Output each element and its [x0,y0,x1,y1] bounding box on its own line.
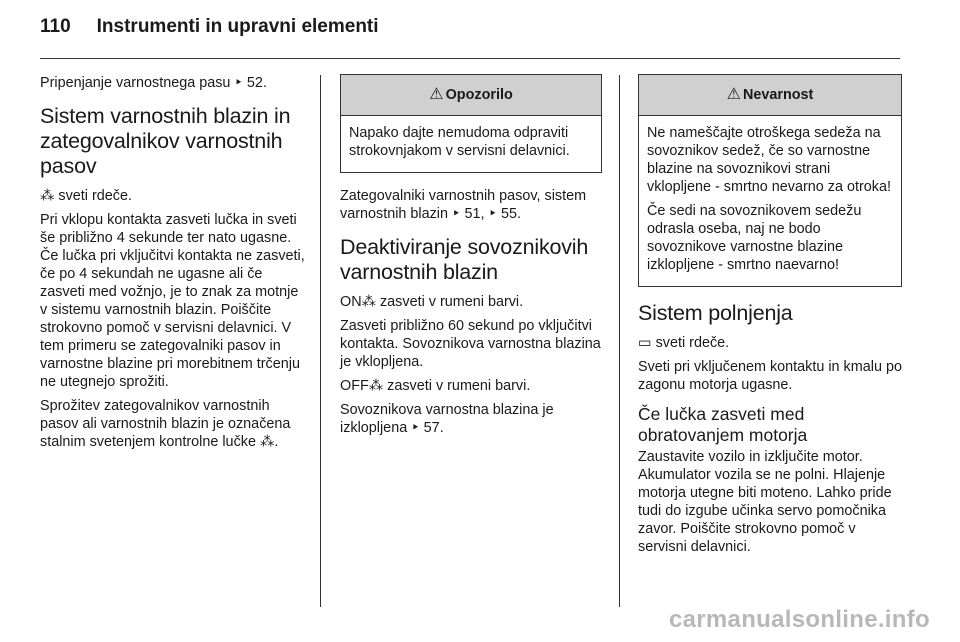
header-rule [40,58,900,59]
column-divider-2 [619,75,620,607]
danger-paragraph-2: Če sedi na sovoznikovem sedežu odrasla oseba, naj ne bodo sovoznikove varnostne blazine izklopljene - smrtno naevarno! [647,203,862,273]
warning-box [340,74,602,173]
section-heading-airbag: Sistem varnostnih blazin in zategovalnikov varnostnih pasov [40,104,291,178]
danger-title: Nevarnost [742,87,814,103]
airbag-light-status: ⁂ sveti rdeče. [40,188,132,204]
airbag-paragraph-2: Sprožitev zategovalnikov varnostnih pasov ali varnostnih blazin je označena stalnim svetenjem kontrolne lučke ⁂. [40,398,291,450]
section-heading-deactivation: Deaktiviranje sovoznikovih varnostnih blazin [340,235,589,284]
danger-box [638,74,902,287]
danger-paragraph-1: Ne nameščajte otroškega sedeža na sovoznikov sedež, če so varnostne blazine na sovoznikovi strani vklopljene - smrtno nevarno za otroka! [647,125,891,195]
subheading-engine-running: Če lučka zasveti med obratovanjem motorja [638,404,808,445]
warning-box-body [341,116,601,172]
page-header [40,16,900,38]
warning-triangle-icon: ⚠ [429,86,444,103]
column-divider-1 [320,75,321,607]
warning-title: Opozorilo [445,87,513,103]
charging-paragraph-2: Zaustavite vozilo in izključite motor. Akumulator vozila se ne polni. Hlajenje motorja utegne biti moteno. Lahko pride tudi do izgube učinka servo pomočnika zavor. Poiščite strokovno pomoč v servisni delavnici. [638,449,892,555]
danger-box-body [639,116,901,286]
watermark: carmanualsonline.info [668,606,930,633]
page-title: Instrumenti in upravni elementi [96,16,379,37]
danger-box-header [639,75,901,116]
charging-light-status: ▭ sveti rdeče. [638,335,730,351]
on-light-text: ON⁂ zasveti v rumeni barvi. [340,294,524,310]
warning-text: Napako dajte nemudoma odpraviti strokovnjakom v servisni delavnici. [349,125,570,159]
warning-box-header [341,75,601,116]
charging-paragraph-1: Sveti pri vključenem kontaktu in kmalu po zagonu motorja ugasne. [638,359,902,393]
off-light-text: OFF⁂ zasveti v rumeni barvi. [340,378,531,394]
page-number: 110 [40,16,71,37]
column-2 [340,74,602,443]
airbag-paragraph-1: Pri vklopu kontakta zasveti lučka in sveti še približno 4 sekunde ter nato ugasne. Če lučka pri vključitvi kontakta ne zasveti, če po 4 sekundah ne ugasne ali če zasveti med vožnjo, je to znak za motnje v sistemu varnostnih blazin. Poiščite strokovno pomoč v servisni delavnici. V tem primeru se zategovalniki pasov in varnostne blazine pri morebitnem trčenju ne utegnejo sprožiti. [40,212,305,390]
reference-text: Zategovalniki varnostnih pasov, sistem varnostnih blazin ‣ 51, ‣ 55. [340,188,587,222]
on-light-detail: Zasveti približno 60 sekund po vključitvi kontakta. Sovoznikova varnostna blazina je vklopljena. [340,318,601,370]
intro-text: Pripenjanje varnostnega pasu ‣ 52. [40,75,267,91]
column-1 [40,74,305,457]
off-light-detail: Sovoznikova varnostna blazina je izklopljena ‣ 57. [340,402,554,436]
section-heading-charging: Sistem polnjenja [638,301,793,325]
column-3 [638,74,902,562]
warning-triangle-icon: ⚠ [726,86,741,103]
